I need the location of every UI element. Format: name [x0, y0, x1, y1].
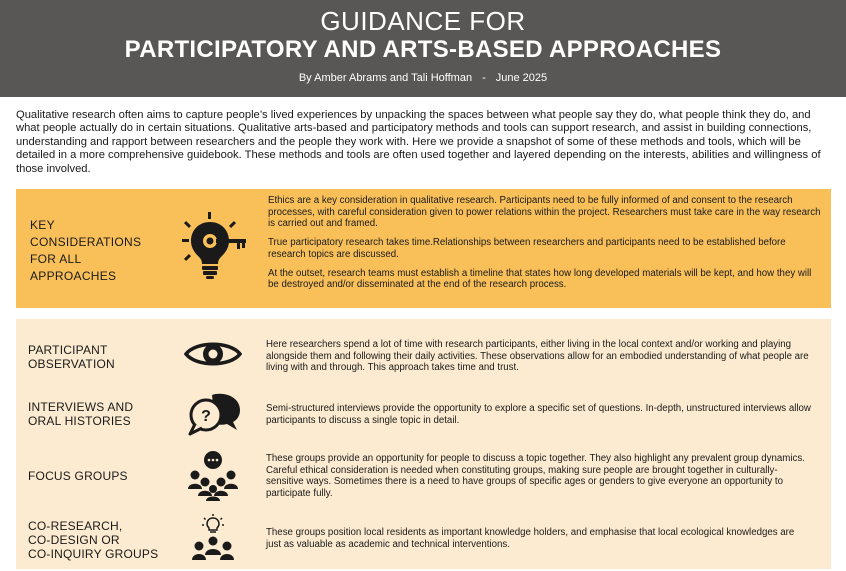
method-text-focus-groups: These groups provide an opportunity for people to discuss a topic together. They also highlight any prevalent group dynamics. Careful ethical consideration is needed when constituting groups, making sure people are brought together in culturally-sensitive ways. Sometimes there is a need to have groups of specific ages or genders to give everyone an opportunity to participate fully. — [266, 453, 805, 500]
method-title-line: PARTICIPANT — [28, 343, 108, 357]
title-line-1: GUIDANCE FOR — [320, 6, 526, 36]
key-title-line: FOR ALL — [30, 252, 82, 266]
key-paragraph: At the outset, research teams must establish a timeline that states how long developed materials will be kept, and how they will be destroyed and/or disseminated at the end of the research process. — [268, 267, 812, 291]
method-title-line: OBSERVATION — [28, 357, 115, 371]
byline-separator: - — [482, 72, 486, 84]
header-banner — [0, 0, 846, 97]
method-title-co-research — [28, 519, 158, 561]
intro-paragraph: Qualitative research often aims to capture people’s lived experiences by unpacking the spaces between what people say they do, what people think they do, and what people actually do in certain situations. Qualitative arts-based and participatory methods and tools can support research, and assist in building connections, understanding and rapport between researchers and the people they work with. Here we provide a snapshot of some of these methods and tools, which will be detailed in a more comprehensive guidebook. These methods and tools are often used together and layered depending on the interests, abilities and willingness of those involved. — [16, 109, 821, 175]
key-paragraph: Ethics are a key consideration in qualitative research. Participants need to be fully informed of and consent to the research processes, with careful consideration given to power relations within the project. Researchers must take care in the way research is carried out and framed. — [268, 195, 821, 230]
method-text-co-research: These groups position local residents as important knowledge holders, and emphasise that local ecological knowledges are just as valuable as academic and technical interventions. — [266, 527, 795, 550]
key-considerations-text — [268, 195, 823, 298]
method-title-line: CO-RESEARCH, — [28, 519, 123, 533]
method-title-participant-observation — [28, 343, 115, 371]
method-title-focus-groups — [28, 469, 128, 483]
key-considerations-title — [30, 217, 170, 285]
key-considerations-panel — [16, 189, 831, 308]
method-title-line: CO-INQUIRY GROUPS — [28, 547, 159, 561]
publication-date: June 2025 — [495, 72, 548, 84]
key-title-line: APPROACHES — [30, 269, 117, 283]
authors: By Amber Abrams and Tali Hoffman — [298, 72, 473, 84]
title-line-2: PARTICIPATORY AND ARTS-BASED APPROACHES — [124, 36, 722, 63]
lightbulb-key-icon — [179, 212, 251, 284]
method-text-interviews: Semi-structured interviews provide the opportunity to explore a specific set of questions. In-depth, unstructured interviews allow participants to discuss a single topic in detail. — [266, 403, 811, 426]
svg-text:?: ? — [201, 408, 211, 425]
speech-bubbles-icon — [186, 391, 242, 437]
method-text-participant-observation: Here researchers spend a lot of time with research participants, either living in the local context and/or working and playing alongside them and following their daily activities. These observations allow for an embodied understanding of what people are living with and through. This approach takes time and trust. — [266, 339, 809, 374]
group-discussion-icon — [188, 451, 238, 501]
methods-panel — [16, 319, 831, 569]
eye-icon — [184, 337, 242, 371]
method-title-line: INTERVIEWS AND — [28, 400, 134, 414]
team-idea-icon — [192, 514, 234, 560]
key-paragraph: True participatory research takes time.Relationships between researchers and participants need to be established before research topics are discussed. — [268, 237, 786, 260]
key-title-line: KEY — [30, 218, 55, 232]
method-title-line: ORAL HISTORIES — [28, 414, 131, 428]
method-title-line: CO-DESIGN OR — [28, 533, 120, 547]
method-title-line: FOCUS GROUPS — [28, 469, 128, 483]
key-title-line: CONSIDERATIONS — [30, 235, 142, 249]
byline — [0, 72, 846, 84]
method-title-interviews — [28, 400, 133, 428]
